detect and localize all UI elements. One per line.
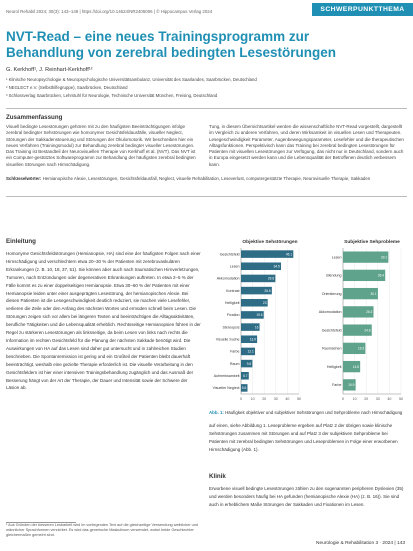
page-footer: Neurologie & Rehabilitation 3 · 2024 | 143 <box>316 541 405 546</box>
data-label: 26.6 <box>264 288 271 293</box>
data-label: 45.1 <box>285 252 293 257</box>
category-label: Visuelle Suche <box>215 337 240 342</box>
data-label: 36.4 <box>377 273 385 278</box>
x-tick-label: 40 <box>387 397 392 401</box>
journal-citation-line: Neurol Rehabil 2024; 30(3): 143–149 | https://doi.org/10.14624/NR2405006 | © Hippocampus Verlag 2024 <box>6 9 213 14</box>
caption-text: Häufigkeit objektiver und subjektiver Sehstörungen und Sehprobleme nach Hirnschädigung <box>225 410 403 415</box>
data-label: 24.8 <box>364 328 371 333</box>
x-tick-label: 30 <box>273 397 278 401</box>
data-label: 16 <box>254 325 259 330</box>
section-badge: SCHWERPUNKTTHEMA <box>312 3 413 16</box>
category-label: Raumsehen <box>322 346 342 351</box>
x-tick-label: 30 <box>375 397 380 401</box>
category-label: Orientierung <box>321 291 342 296</box>
category-label: Lesen <box>229 264 240 269</box>
figure-caption <box>209 410 405 416</box>
data-label: 19.6 <box>256 313 263 318</box>
category-label: Fixation <box>226 313 240 318</box>
abstract-left: Visuell bedingte Lesestörungen gehören mit zu den häufigsten Beeinträchtigungen infolge zerebral bedingter Sehstörungen wie homonymer Gesichtsfeldausfälle, visueller Neglect, Störungen der Sakkadensteuerung und Störungen der Okulomotorik. Wir beschreiben hier ein neues Verfahren (Trainingsmodul) zur Behandlung zerebral bedingter visueller Lesestörungen. Das Training ist Bestandteil der Neurovisuellen Therapie von Kerkhoff et al. (NVT). Das NVT ist ein Computer-gestütztes Softwareprogramm zur Behandlung der häufigsten zerebral bedingten visuellen Störungen nach Hirnschädigung. <box>6 124 196 167</box>
chart-title: Subjektive Sehprobleme <box>344 240 400 245</box>
bar-charts <box>207 234 406 408</box>
category-label: Visueller Neglect <box>212 386 240 391</box>
data-label: 10.9 <box>348 383 355 388</box>
footnote: ¹ Aus Gründen der besseren Lesbarkeit wird im vorliegenden Text auf die gleichzeitige Verwendung weiblicher und männlicher Sprachformen verzichtet. Es wird das generische Maskulinum verwendet, wobei beide Geschlechter gleichermaßen gemeint sind. <box>6 523 198 537</box>
x-tick-label: 0 <box>240 397 242 401</box>
affiliation-3: ³ Schlossverlag Saarbrücken, Lehrstuhl für Neurologie, Technische Universität München, Freising, Deutschland <box>6 93 218 98</box>
category-label: Helligkeit <box>224 301 240 306</box>
data-label: 13.9 <box>249 337 256 342</box>
divider <box>6 196 407 197</box>
category-label: Akkomodation <box>318 310 342 315</box>
abstract-heading: Zusammenfassung <box>6 114 63 121</box>
klinik-text: Erworbene visuell bedingte Lesestörungen zählen zu den sogenannten peripheren Dyslexien (35) und werden besonders häufig bei HA gefunden (hemianopische Alexie (HA) (z. B. 16)). Sie sind auch in erheblichem Maße Störungen der Sakkaden und Fixationen im Lesen. <box>209 486 404 507</box>
category-label: Aufmerksamkeit <box>213 374 240 379</box>
intro-column-1: Homonyme Gesichtsfeldstörungen (Hemianopsie, HA) sind eine der häufigsten Folgen nach einer Hirnschädigung und verschlechtern etwa 20–30 % der Patienten mit zerebrovaskulären Erkrankungen (z. B. 10, 18, 37, 51). Sie können aber auch nach traumatischen Hirnverletzungen, Tumoren, nach Entzündungen oder degenerativen Erkrankungen auftreten. In etwa 2–5 % der Fälle kommt es zu einer doppelseitigen Hemianopsie. Etwa 30–60 % der Patienten mit einer Hemianopsie leiden unter einer ausgeprägten Lesestörung, der hemianopischen Alexie. Bei diesen Patienten ist die Lesegeschwindigkeit deutlich reduziert, sie machen viele Lesefehler, verlieren die Zeile oder den Anfang des nächsten Wortes und ermüden schnell beim Lesen. Die Störungen zeigen sich vor allem bei längeren Texten und beeinträchtigen die Alltagsaktivitäten, berufliche Tätigkeiten und die Lebensqualität erheblich. Rechtsseitige Hemianopsien führen in der Regel zu stärkeren Lesestörungen als linksseitige, da beim Lesen von links nach rechts die Information im rechten Gesichtsfeld für die Planung der nächsten Sakkade benötigt wird. Die Auswirkungen von HA auf das Lesen sind daher gut untersucht und in zahlreichen Studien beschrieben. Die Spontanremission ist gering und ein Großteil der Patienten bleibt dauerhaft beeinträchtigt, weshalb eine gezielte Therapie erforderlich ist. Die visuelle Verarbeitung in den Gesichtsfeldern ist hier einer intensiven Trainingsbehandlung zugänglich und das Ausmaß der Besserung hängt von der Art der Therapie, der Dauer und Intensität sowie der Schwere der Läsion ab. <box>6 251 201 391</box>
x-tick-label: 20 <box>364 397 369 401</box>
x-tick-label: 10 <box>250 397 255 401</box>
keywords-label: Schlüsselwörter: <box>6 176 42 181</box>
data-label: 34.5 <box>273 264 280 269</box>
x-tick-label: 40 <box>285 397 290 401</box>
intro-heading: Einleitung <box>6 238 36 245</box>
category-label: Raum <box>229 361 240 366</box>
category-label: Stereopsis <box>222 325 240 330</box>
data-label: 23 <box>262 301 267 306</box>
affiliation-1: ¹ Klinische Neuropsychologie & Neuropsychologische Universitätsambulanz, Universität des Saarlandes, Saarbrücken, Deutschland <box>6 77 257 82</box>
affiliation-2: ² NEGLECT e.V. (Selbsthilfegruppe), Saarbrücken, Deutschland <box>6 85 128 90</box>
category-label: Lesen <box>331 255 342 260</box>
category-label: Gesichtsfeld <box>219 252 240 257</box>
data-label: 12.1 <box>247 349 254 354</box>
data-label: 26.3 <box>366 310 373 315</box>
data-label: 19.3 <box>357 346 365 351</box>
data-label: 39.1 <box>380 255 388 260</box>
x-tick-label: 10 <box>352 397 357 401</box>
category-label: Gesichtsfeld <box>321 328 342 333</box>
data-label: 6.7 <box>243 374 248 379</box>
divider <box>6 108 407 109</box>
keywords <box>6 176 402 182</box>
data-label: 14.8 <box>352 364 359 369</box>
abstract-right: Tung, in diesem Übersichtsartikel werden die wissenschaftliche NVT-Read vorgestellt, dargestellt im Vergleich zu anderen Verfahren, und deren Wirksamkeit im visuellen Lesen und Therapeuten. Lesegeschwindigkeit Parameter, Augenbewegungsparameter, Lesefehler und die therapeutischen Alltagsfunktionen. Perspektivisch kann das Training bei zerebral bedingten Lesestörungen für Patienten mit visuellen Lesestörungen zur Verfügung, das nicht nur in Deutschland, sondern auch in Europa eingesetzt werden kann und die Lebensqualität der Betroffenen deutlich verbessern kann. <box>209 124 404 167</box>
article-title: NVT-Read – eine neues Trainingsprogramm zur Behandlung von zerebral bedingten Lesestörungen <box>6 29 337 60</box>
data-label: 5.6 <box>241 386 247 391</box>
figure-1 <box>207 234 406 408</box>
chart-title: Objektive Sehstörungen <box>242 240 298 245</box>
x-tick-label: 50 <box>399 397 403 401</box>
category-label: Farbe <box>332 383 342 388</box>
category-label: Akkomodation <box>216 276 240 281</box>
x-tick-label: 20 <box>262 397 267 401</box>
keywords-text: Hemianopische Alexie, Lesestörungen, Gesichtsfeldausfall, Neglect, visuelle Rehabilitation, Leseverlust, computergestützte Therapie, Neurovisuelle Therapie, Sakkaden <box>42 176 371 181</box>
category-label: Helligkeit <box>326 364 342 369</box>
data-label: 29.6 <box>267 276 275 281</box>
x-tick-label: 0 <box>342 397 344 401</box>
intro-column-2: auf einen, siehe Abbildung 1. Leseprobleme ergeben auf Platz 2 der übrigen sowie klinische Sehstörungen zusammen mit Störungen und auf Platz 3 der subjektiven Sehprobleme bei Patienten mit zerebral bedingten Sehstörungen und Leseproblemen in Folge einer erworbenen Hirnschädigung (Abb. 1). <box>209 423 398 452</box>
category-label: Blendung <box>326 273 342 278</box>
data-label: 9.8 <box>246 361 252 366</box>
x-tick-label: 50 <box>297 397 301 401</box>
category-label: Kontrast <box>226 288 240 293</box>
data-label: 30.1 <box>370 291 377 296</box>
author-line: G. Kerkhoff¹, J. Reinhart-Kerkhoff¹² <box>6 67 93 73</box>
klinik-heading: Klinik <box>209 473 226 480</box>
category-label: Farbe <box>230 349 240 354</box>
caption-label: Abb. 1: <box>209 410 224 415</box>
